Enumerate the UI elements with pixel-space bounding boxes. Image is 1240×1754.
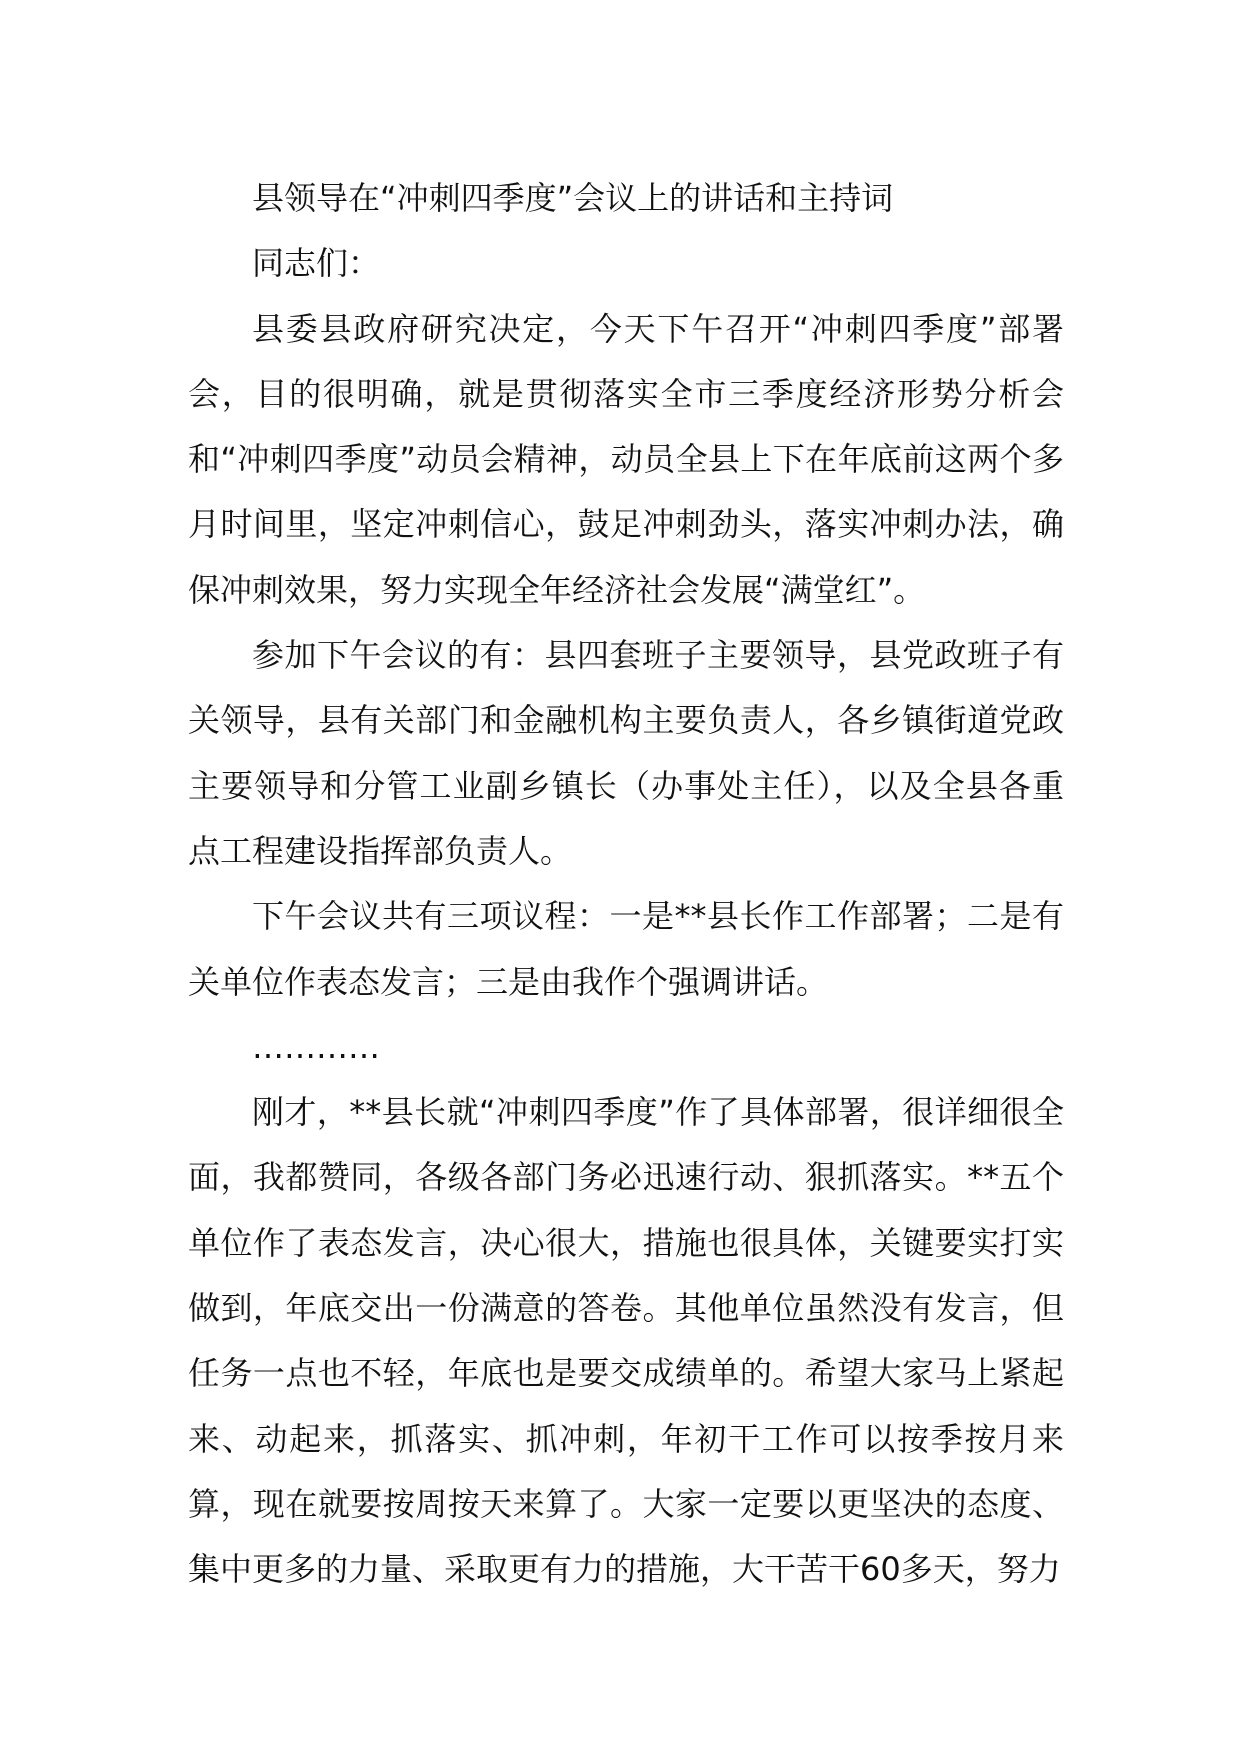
paragraph-remarks: 刚才，**县长就“冲刺四季度”作了具体部署，很详细很全面，我都赞同，各级各部门务必迅速行动、狠抓落实。**五个单位作了表态发言，决心很大，措施也很具体，关键要实打实做到，年底交出一份满意的答卷。其他单位虽然没有发言，但任务一点也不轻，年底也是要交成绩单的。希望大家马上紧起来、动起来，抓落实、抓冲刺，年初干工作可以按季按月来算，现在就要按周按天来算了。大家一定要以更坚决的态度、集中更多的力量、采取更有力的措施，大干苦干60多天，努力 [188,1093,1064,1589]
paragraph-agenda: 下午会议共有三项议程：一是**县长作工作部署；二是有关单位作表态发言；三是由我作个强调讲话。 [188,897,1064,1001]
ellipsis-separator: ………… [252,1027,380,1066]
paragraph-opening: 县委县政府研究决定，今天下午召开“冲刺四季度”部署会，目的很明确，就是贯彻落实全市三季度经济形势分析会和“冲刺四季度”动员会精神，动员全县上下在年底前这两个多月时间里，坚定冲刺信心，鼓足冲刺劲头，落实冲刺办法，确保冲刺效果，努力实现全年经济社会发展“满堂红”。 [188,309,1064,609]
document-body [188,166,1064,1603]
paragraph-attendees: 参加下午会议的有：县四套班子主要领导，县党政班子有关领导，县有关部门和金融机构主要负责人，各乡镇街道党政主要领导和分管工业副乡镇长（办事处主任），以及全县各重点工程建设指挥部负责人。 [188,636,1064,870]
document-title: 县领导在“冲刺四季度”会议上的讲话和主持词 [252,179,894,217]
salutation: 同志们： [252,244,381,283]
